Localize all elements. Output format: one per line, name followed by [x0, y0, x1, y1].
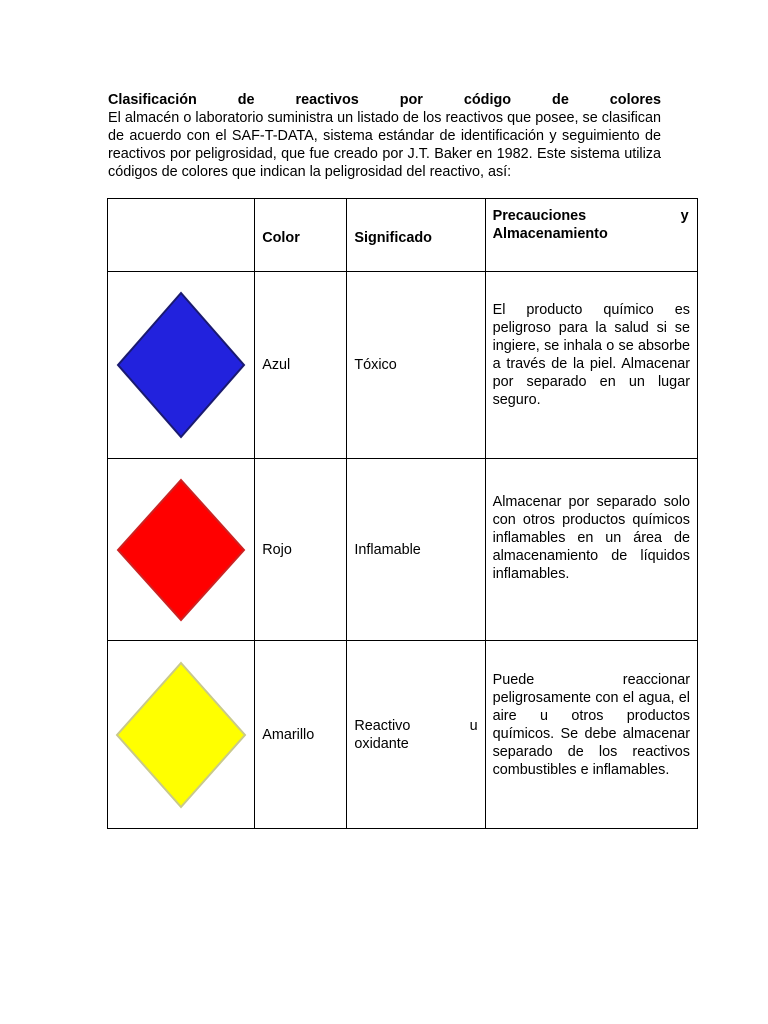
table-row	[108, 459, 698, 641]
header-precauciones	[485, 199, 697, 272]
red-diamond-icon	[114, 476, 248, 624]
header-image	[108, 199, 255, 272]
header-significado: Significado	[347, 199, 485, 272]
precauciones-text: Almacenar por separado solo con otros productos químicos inflamables en un área de almacenamiento de líquidos inflamables.	[492, 494, 690, 582]
diamond-cell	[108, 641, 255, 829]
precauciones-cell	[485, 459, 697, 641]
precauciones-text: Puede reaccionar peligrosamente con el agua, el aire u otros productos químicos. Se debe almacenar separado de los reactivos combustibles e inflamables.	[492, 672, 690, 778]
diamond-cell	[108, 272, 255, 459]
header-precauciones-text: Precauciones y Almacenamiento	[492, 208, 689, 242]
table-header-row	[108, 199, 698, 272]
yellow-diamond-icon	[113, 659, 249, 811]
table-row	[108, 641, 698, 829]
document-title: Clasificación de reactivos por código de colores	[108, 92, 661, 108]
color-cell: Amarillo	[255, 641, 347, 829]
color-code-table	[107, 198, 698, 829]
significado-text: Reactivo u oxidante	[354, 717, 478, 752]
intro-section	[108, 91, 661, 181]
table-row	[108, 272, 698, 459]
intro-paragraph: El almacén o laboratorio suministra un listado de los reactivos que posee, se clasifican de acuerdo con el SAF-T-DATA, sistema estándar de identificación y seguimiento de reactivos por peligrosidad, que fue creado por J.T. Baker en 1982. Este sistema utiliza códigos de colores que indican la peligrosidad del reactivo, así:	[108, 110, 661, 180]
blue-diamond-icon	[114, 289, 248, 441]
header-color: Color	[255, 199, 347, 272]
color-cell: Azul	[255, 272, 347, 459]
significado-cell: Tóxico	[347, 272, 485, 459]
significado-cell	[347, 641, 485, 829]
color-cell: Rojo	[255, 459, 347, 641]
precauciones-cell	[485, 272, 697, 459]
significado-cell: Inflamable	[347, 459, 485, 641]
diamond-cell	[108, 459, 255, 641]
precauciones-cell	[485, 641, 697, 829]
precauciones-text: El producto químico es peligroso para la salud si se ingiere, se inhala o se absorbe a través de la piel. Almacenar por separado en un lugar seguro.	[492, 302, 690, 408]
